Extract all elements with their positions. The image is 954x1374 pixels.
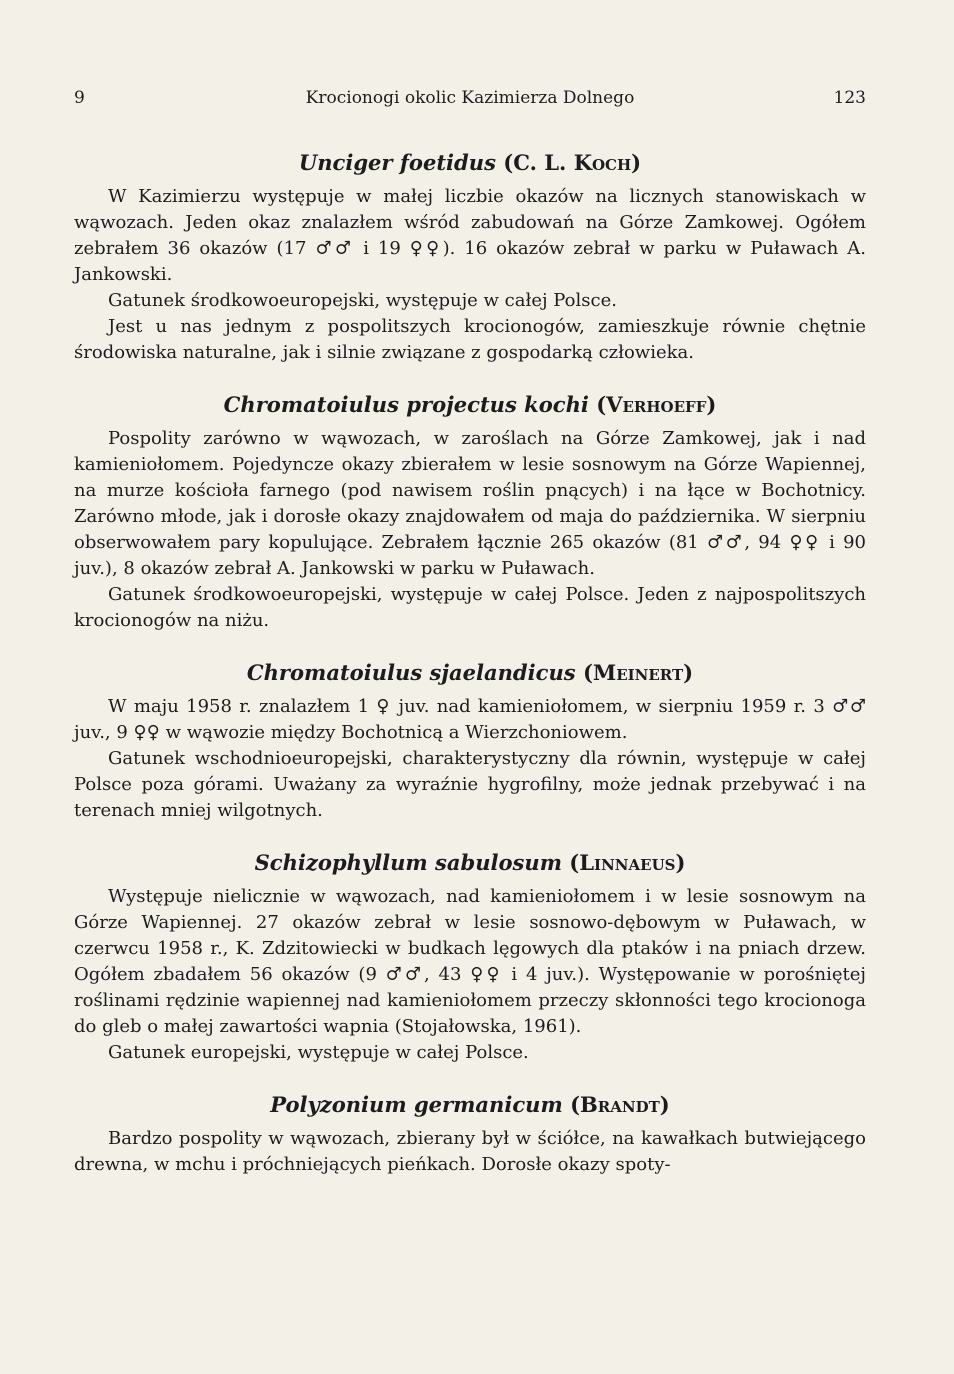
paragraph: W maju 1958 r. znalazłem 1 ♀ juv. nad kamieniołomem, w sierpniu 1959 r. 3 ♂♂ juv., 9 ♀♀ w wąwozie między Bochotnicą a Wierzchoniowem. — [74, 696, 866, 743]
running-title: Krocionogi okolic Kazimierza Dolnego — [305, 88, 635, 108]
page-number-right: 123 — [833, 88, 866, 108]
species-latin-name: Chromatoiulus projectus kochi — [223, 392, 589, 417]
paragraph: Jest u nas jednym z pospolitszych krocionogów, zamieszkuje równie chętnie środowiska naturalne, jak i silnie związane z gospodarką człowieka. — [74, 316, 866, 363]
species-author: (Linnaeus) — [569, 850, 686, 875]
paragraph: W Kazimierzu występuje w małej liczbie okazów na licznych stanowiskach w wąwozach. Jeden okaz znalazłem wśród zabudowań na Górze Zamkowej. Ogółem zebrałem 36 okazów (17 ♂♂ i 19 ♀♀). 16 okazów zebrał w parku w Puławach A. Jankowski. — [74, 186, 866, 285]
paragraph: Pospolity zarówno w wąwozach, w zaroślach na Górze Zamkowej, jak i nad kamieniołomem. Pojedyncze okazy zbierałem w lesie sosnowym na Górze Wapiennej, na murze kościoła farnego (pod nawisem roślin pnących) i na łące w Bochotnicy. Zarówno młode, jak i dorosłe okazy znajdowałem od maja do października. W sierpniu obserwowałem pary kopulujące. Zebrałem łącznie 265 okazów (81 ♂♂, 94 ♀♀ i 90 juv.), 8 okazów zebrał A. Jankowski w parku w Puławach. — [74, 428, 866, 579]
page-body — [74, 150, 866, 1178]
species-heading — [74, 1092, 866, 1118]
species-author: (C. L. Koch) — [503, 150, 642, 175]
species-heading — [74, 150, 866, 176]
species-author: (Meinert) — [582, 660, 694, 685]
page-number-left: 9 — [74, 88, 85, 108]
species-latin-name: Chromatoiulus sjaelandicus — [246, 660, 576, 685]
running-header — [74, 88, 866, 114]
species-heading — [74, 392, 866, 418]
species-author: (Brandt) — [570, 1092, 670, 1117]
species-latin-name: Schizophyllum sabulosum — [254, 850, 562, 875]
paragraph: Gatunek środkowoeuropejski, występuje w całej Polsce. Jeden z najpospolitszych krocionogów na niżu. — [74, 584, 866, 631]
paragraph: Gatunek środkowoeuropejski, występuje w całej Polsce. — [108, 290, 617, 311]
species-heading — [74, 660, 866, 686]
species-heading — [74, 850, 866, 876]
paragraph: Gatunek europejski, występuje w całej Polsce. — [108, 1042, 529, 1063]
species-author: (Verhoeff) — [596, 392, 717, 417]
paragraph: Występuje nielicznie w wąwozach, nad kamieniołomem i w lesie sosnowym na Górze Wapiennej. 27 okazów zebrał w lesie sosnowo-dębowym w Puławach, w czerwcu 1958 r., K. Zdzitowiecki w budkach lęgowych dla ptaków i na pniach drzew. Ogółem zbadałem 56 okazów (9 ♂♂, 43 ♀♀ i 4 juv.). Występowanie w porośniętej roślinami rędzinie wapiennej nad kamieniołomem przeczy skłonności tego krocionoga do gleb o małej zawartości wapnia (Stojałowska, 1961). — [74, 886, 866, 1037]
paragraph: Bardzo pospolity w wąwozach, zbierany był w ściółce, na kawałkach butwiejącego drewna, w mchu i próchniejących pieńkach. Dorosłe okazy spoty- — [74, 1128, 866, 1175]
species-latin-name: Polyzonium germanicum — [270, 1092, 563, 1117]
species-latin-name: Unciger foetidus — [298, 150, 496, 175]
paragraph: Gatunek wschodnioeuropejski, charakterystyczny dla równin, występuje w całej Polsce poza górami. Uważany za wyraźnie hygrofilny, może jednak przebywać i na terenach mniej wilgotnych. — [74, 748, 866, 821]
